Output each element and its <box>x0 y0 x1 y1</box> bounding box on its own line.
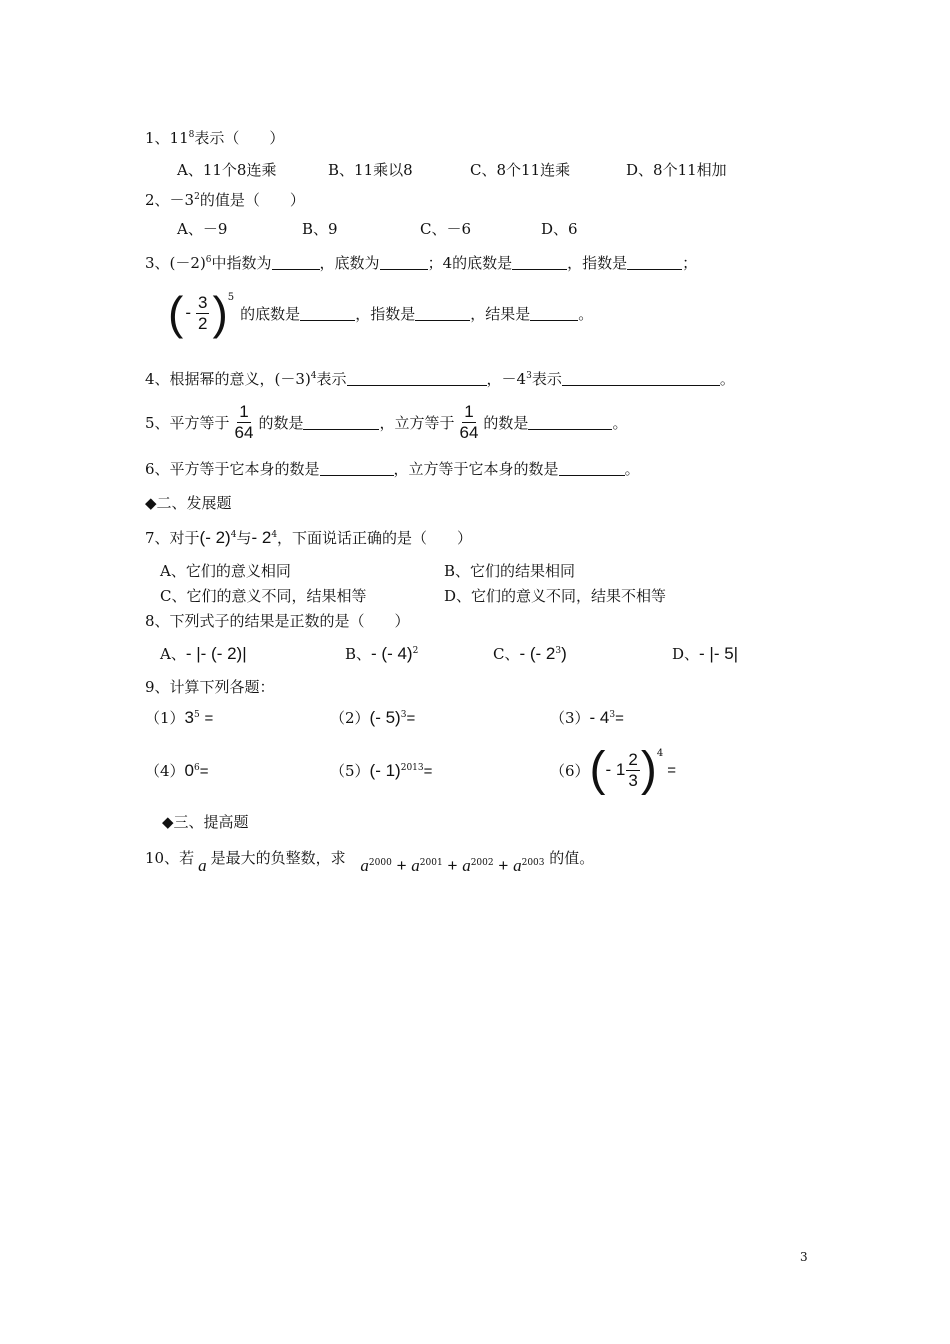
answer-blank[interactable] <box>272 255 320 270</box>
q5-text: 。 <box>612 414 628 432</box>
math-expression: - (- 4) <box>371 644 413 663</box>
exponent: 4 <box>656 748 664 759</box>
q7-stem: 7、对于(- 2)$^4$与- $2^4$，下面说话正确的是（ ） <box>145 528 473 547</box>
answer-blank[interactable] <box>627 255 682 270</box>
equals-sign: = <box>406 710 416 727</box>
q5-text: 的数是 <box>483 414 529 432</box>
answer-blank[interactable] <box>320 461 394 476</box>
answer-blank[interactable] <box>415 306 470 321</box>
variable: a <box>198 856 207 875</box>
equals-sign: = <box>423 763 433 780</box>
math-expression: - 2 <box>251 528 272 547</box>
q9-part-6 <box>550 743 676 796</box>
fraction: $\frac{1}{64}$ <box>234 402 254 442</box>
q2-option-b: B、9 <box>302 220 338 238</box>
page-number: 3 <box>800 1250 808 1264</box>
q7-option-a: A、它们的意义相同 <box>160 562 291 580</box>
q3-text: 。 <box>578 304 594 323</box>
answer-blank[interactable] <box>300 306 355 321</box>
equals-sign: = <box>667 761 676 779</box>
answer-blank[interactable] <box>512 255 567 270</box>
equals-sign: = <box>204 710 214 727</box>
q9-part-2: （2）(- 5)$^3$= <box>330 708 416 727</box>
q3-text: ，结果是 <box>470 304 531 323</box>
left-paren: ( <box>589 743 606 796</box>
q10-line: 10、若 a 是最大的负整数，求 $a^{2000} + a^{2001} + a^{2002} + a^{2003}$ 的值。 <box>145 849 595 875</box>
answer-blank[interactable] <box>303 415 379 430</box>
minus-sign: - <box>185 303 191 322</box>
q9-stem: 9、计算下列各题： <box>145 678 275 696</box>
math-expression: (- 1) <box>369 761 401 780</box>
q1-stem: 1、$11^8$表示（ ） <box>145 129 285 147</box>
q2-stem: 2、$-3^2$的值是（ ） <box>145 191 305 209</box>
math-expression: 0 <box>184 761 195 780</box>
answer-blank[interactable] <box>380 255 428 270</box>
equals-sign: = <box>199 763 209 780</box>
answer-blank[interactable] <box>347 371 487 386</box>
q8-stem: 8、下列式子的结果是正数的是（ ） <box>145 612 410 630</box>
q8-option-c: C、- (- $2^3$) <box>493 644 567 663</box>
answer-blank[interactable] <box>530 306 578 321</box>
q7-option-d: D、它们的意义不同，结果不相等 <box>444 587 667 605</box>
q7-option-c: C、它们的意义不同，结果相等 <box>160 587 367 605</box>
fraction: $\frac{1}{64}$ <box>459 402 479 442</box>
q4-line: 4、根据幂的意义，$(-3)^4$表示 ，$-4^3$表示 。 <box>145 370 735 388</box>
q8-option-b: B、- (- 4)$^2$ <box>345 644 419 663</box>
q9-part-3: （3）- $4^3=$ <box>550 708 624 727</box>
section-heading: ◆二、发展题 <box>145 494 232 512</box>
left-paren: ( <box>168 287 184 339</box>
q8-option-d: D、- |- 5| <box>672 644 739 663</box>
fraction: $\frac{3}{2}$ <box>198 292 208 333</box>
q3-text: ，指数是 <box>355 304 416 323</box>
math-expression: ) <box>561 644 567 663</box>
fraction: $\frac{2}{3}$ <box>628 749 638 790</box>
q6-line: 6、平方等于它本身的数是 ，立方等于它本身的数是 。 <box>145 460 640 478</box>
power-sum-expression: $a^{2000} + a^{2001} + a^{2002} + a^{2003}$ <box>360 856 545 875</box>
q1-option-d: D、8个11相加 <box>626 161 727 179</box>
q1-option-c: C、8个11连乘 <box>470 161 571 179</box>
q1-option-a: A、11个8连乘 <box>177 161 277 179</box>
q3-text: 的底数是 <box>240 304 301 323</box>
q2-option-c: C、－6 <box>420 220 472 238</box>
math-expression: - |- (- 2)| <box>185 644 247 663</box>
q9-part-1: $(1)3^5$ = <box>145 708 214 727</box>
q3-line2 <box>168 287 594 339</box>
q5-line <box>145 402 627 443</box>
q9-part-4: $(4)0^6=$ <box>145 761 209 780</box>
q5-text: ，立方等于 <box>379 414 455 432</box>
math-expression: 3 <box>184 708 195 727</box>
q8-option-a: A、- |- (- 2)| <box>160 644 247 663</box>
q1-option-b: B、11乘以8 <box>328 161 413 179</box>
answer-blank[interactable] <box>528 415 612 430</box>
section-heading: ◆三、提高题 <box>162 813 249 831</box>
answer-blank[interactable] <box>562 371 720 386</box>
part-label: （6） <box>550 761 590 780</box>
q5-text: 5、平方等于 <box>145 414 230 432</box>
q3-line1: 3、$(-2)^6$中指数为 ，底数为 ；4的底数是 ，指数是 ； <box>145 254 698 272</box>
q9-part-5: （5）(- 1)$^{2013}$= <box>330 761 433 780</box>
math-expression: (- 5) <box>369 708 401 727</box>
q5-text: 的数是 <box>258 414 304 432</box>
q2-option-a: A、－9 <box>177 220 228 238</box>
q2-option-d: D、6 <box>541 220 578 238</box>
right-paren: ) <box>212 287 228 339</box>
answer-blank[interactable] <box>559 461 625 476</box>
equals-sign: = <box>615 710 624 727</box>
mixed-number-whole: - 1 <box>605 760 626 779</box>
math-expression: - 4 <box>589 708 610 727</box>
math-expression: (- 2) <box>199 528 231 547</box>
exponent: 5 <box>227 292 235 303</box>
right-paren: ) <box>640 743 657 796</box>
math-expression: - (- 2 <box>519 644 556 663</box>
q7-option-b: B、它们的结果相同 <box>444 562 576 580</box>
math-expression: - |- 5| <box>699 644 739 663</box>
